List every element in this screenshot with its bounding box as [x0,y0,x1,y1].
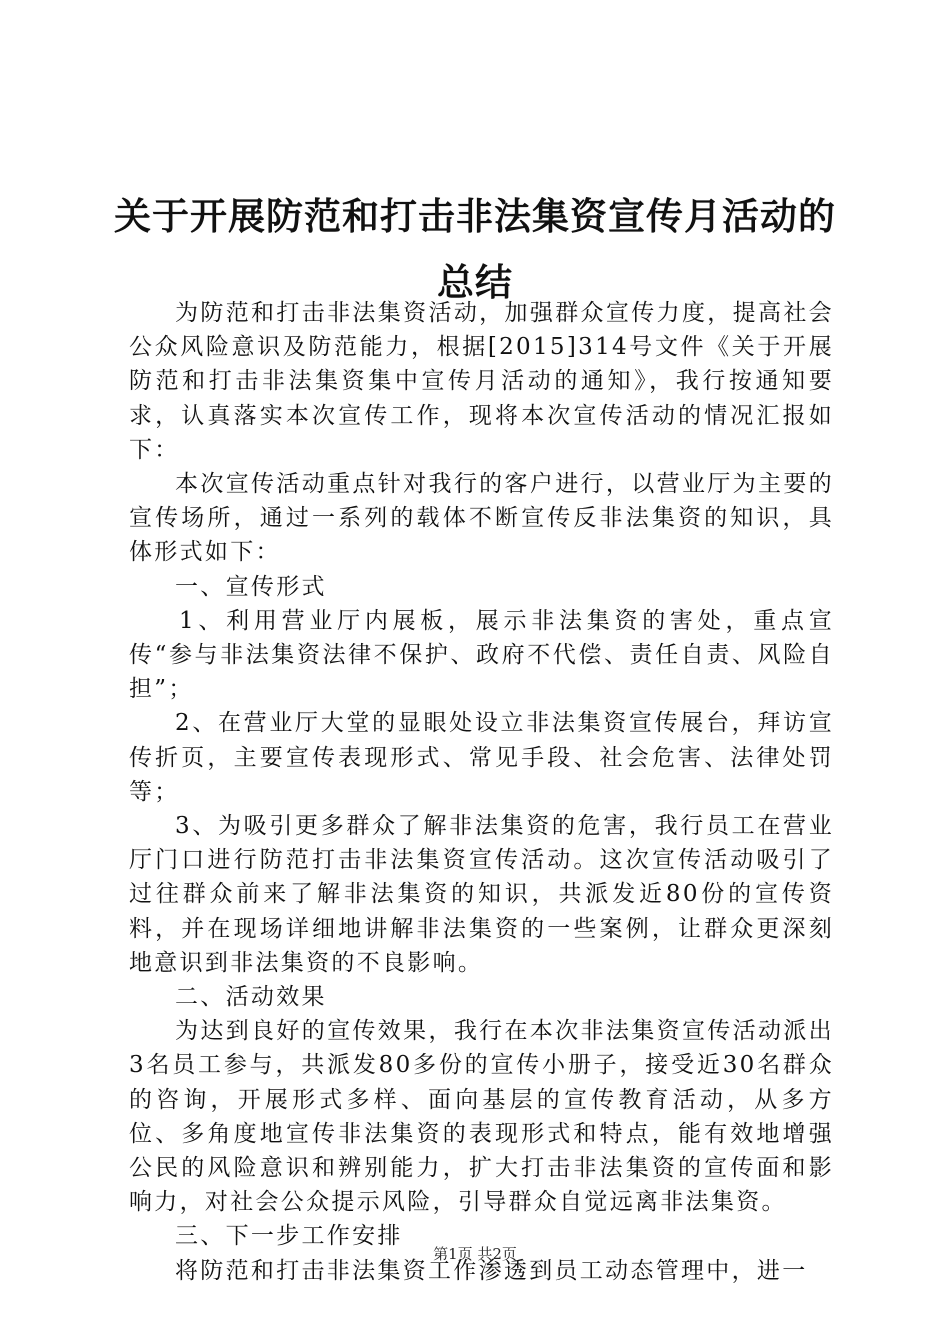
list-item-3: 3、为吸引更多群众了解非法集资的危害，我行员工在营业厅门口进行防范打击非法集资宣传活动。这次宣传活动吸引了过往群众前来了解非法集资的知识，共派发近80份的宣传资料，并在现场详细地讲解非法集资的一些案例，让群众更深刻地意识到非法集资的不良影响。 [129,813,834,976]
effect-paragraph: 为达到良好的宣传效果，我行在本次非法集资宣传活动派出3名员工参与，共派发80多份的宣传小册子，接受近30名群众的咨询，开展形式多样、面向基层的宣传教育活动，从多方位、多角度地宣传非法集资的表现形式和特点，能有效地增强公民的风险意识和辨别能力，扩大打击非法集资的宣传面和影响力，对社会公众提示风险，引导群众自觉远离非法集资。 [129,1018,834,1216]
document-body [129,296,834,1288]
list-item-1: 1、利用营业厅内展板，展示非法集资的害处，重点宣传“参与非法集资法律不保护、政府不代偿、责任自责、风险自担”； [129,607,834,703]
scope-paragraph: 本次宣传活动重点针对我行的客户进行，以营业厅为主要的宣传场所，通过一系列的载体不断宣传反非法集资的知识，具体形式如下： [129,471,834,566]
section-heading-2: 二、活动效果 [175,984,327,1011]
document-title: 关于开展防范和打击非法集资宣传月活动的总结 [114,195,836,304]
list-item-2: 2、在营业厅大堂的显眼处设立非法集资宣传展台，拜访宣传折页，主要宣传表现形式、常见手段、社会危害、法律处罚等； [129,710,834,805]
section-heading-1: 一、宣传形式 [175,573,327,600]
section-heading-3: 三、下一步工作安排 [175,1223,403,1250]
next-steps-paragraph: 将防范和打击非法集资工作渗透到员工动态管理中，进一 [175,1257,808,1284]
intro-paragraph: 为防范和打击非法集资活动，加强群众宣传力度，提高社会公众风险意识及防范能力，根据[2015]314号文件《关于开展防范和打击非法集资集中宣传月活动的通知》，我行按通知要求，认真落实本次宣传工作，现将本次宣传活动的情况汇报如下： [129,300,834,463]
page-footer: 第1页 共2页 [433,1245,517,1263]
